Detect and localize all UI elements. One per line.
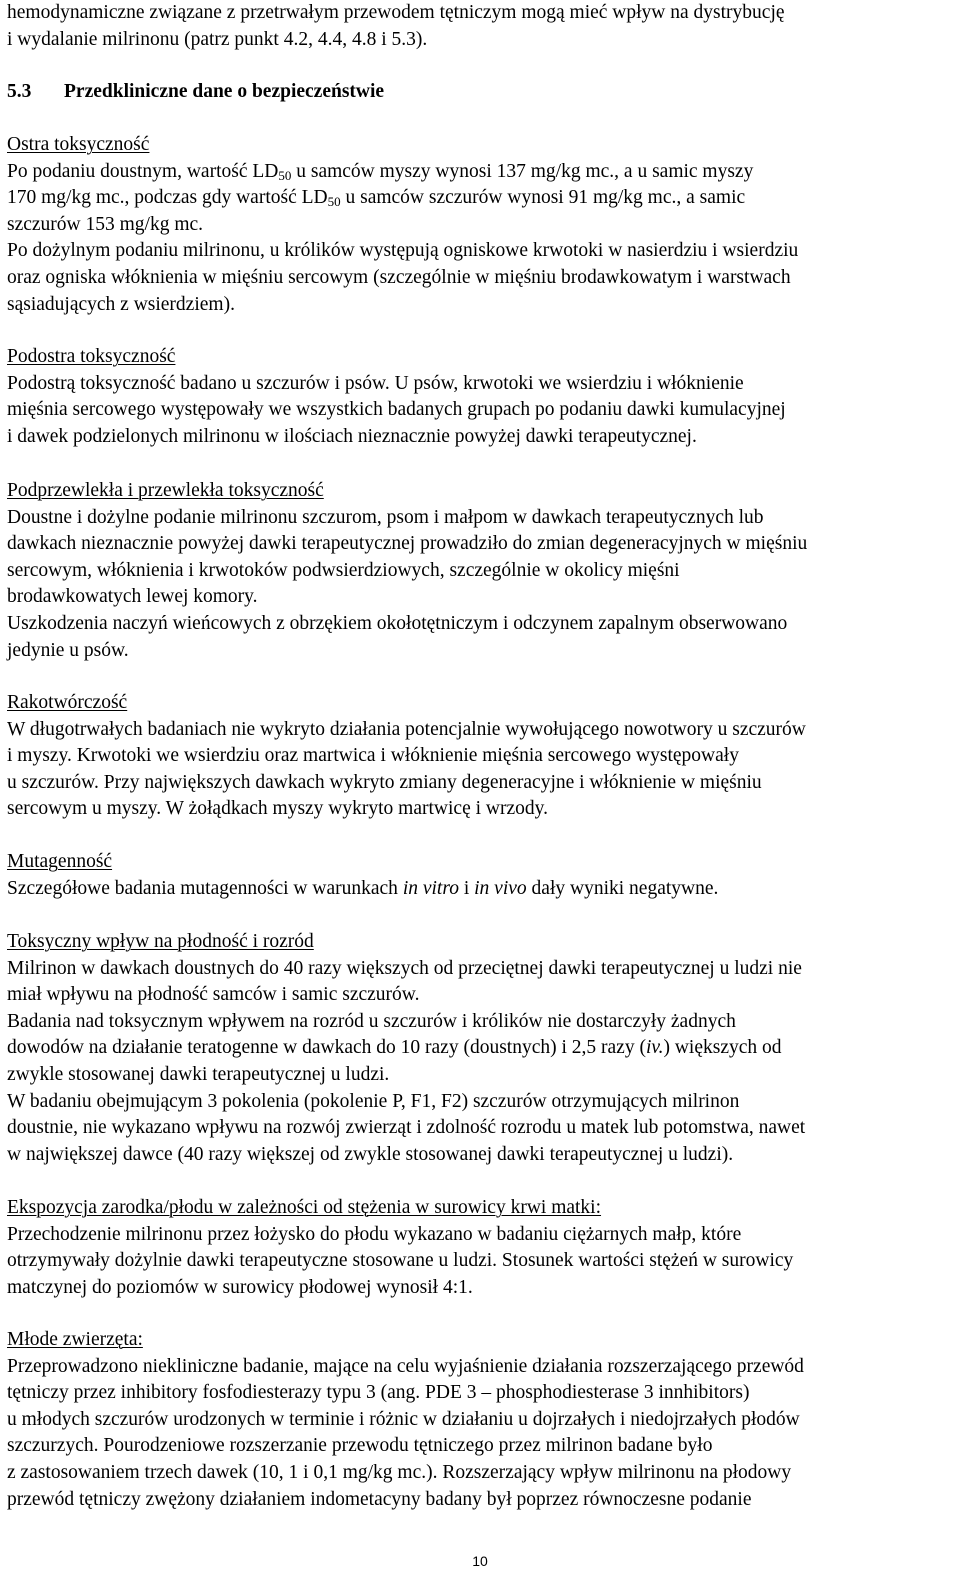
page-number: 10 <box>472 1553 488 1569</box>
text-line: zwykle stosowanej dawki terapeutycznej u ludzi. <box>7 1064 390 1085</box>
text-line: sercowym, włóknienia i krwotoków podwsierdziowych, szczególnie w okolicy mięśni <box>7 559 680 581</box>
text-line: i myszy. Krwotoki we wsierdziu oraz martwica i włóknienie mięśnia sercowego występowały <box>7 745 739 767</box>
text-line: w największej dawce (40 razy większej od zwykle stosowanej dawki terapeutycznej u ludzi). <box>7 1143 734 1165</box>
text-line: Milrinon w dawkach doustnych do 40 razy większych od przeciętnej dawki terapeutycznej u ludzi nie <box>7 957 802 979</box>
section-number: 5.3 <box>7 81 32 102</box>
text-line: Szczegółowe badania mutagenności w warunkach in vitro i in vivo dały wyniki negatywne. <box>7 877 719 899</box>
subsection-heading: Podostra toksyczność <box>7 346 176 367</box>
text-line: otrzymywały dożylnie dawki terapeutyczne stosowane u ludzi. Stosunek wartości stężeń w surowicy <box>7 1250 794 1272</box>
text-line: matczynej do poziomów w surowicy płodowej wynosił 4:1. <box>7 1276 473 1298</box>
text-line: Przeprowadzono niekliniczne badanie, mające na celu wyjaśnienie działania rozszerzającego przewód <box>7 1355 804 1377</box>
text-line: i dawek podzielonych milrinonu w ilościach nieznacznie powyżej dawki terapeutycznej. <box>7 425 697 447</box>
text-line: Uszkodzenia naczyń wieńcowych z obrzękiem okołotętniczym i odczynem zapalnym obserwowano <box>7 613 788 634</box>
subsection-heading: Mutagenność <box>7 851 113 872</box>
text-line: hemodynamiczne związane z przetrwałym przewodem tętniczym mogą mieć wpływ na dystrybucję <box>7 2 785 23</box>
text-line: sąsiadujących z wsierdziem). <box>7 293 235 315</box>
text-line: mięśnia sercowego występowały we wszystkich badanych grupach po podaniu dawki kumulacyjnej <box>7 399 786 421</box>
text-line: oraz ogniska włóknienia w mięśniu sercowym (szczególnie w mięśniu brodawkowatym i warstwach <box>7 267 791 288</box>
text-line: dawkach nieznacznie powyżej dawki terapeutycznej prowadziło do zmian degeneracyjnych w mięśniu <box>7 533 808 555</box>
section-title: Przedkliniczne dane o bezpieczeństwie <box>64 81 385 102</box>
subsection-heading: Młode zwierzęta: <box>7 1329 143 1350</box>
subsection-heading: Ostra toksyczność <box>7 134 150 155</box>
text-line: W długotrwałych badaniach nie wykryto działania potencjalnie wywołującego nowotwory u szczurów <box>7 718 806 740</box>
text-line: Badania nad toksycznym wpływem na rozród u szczurów i królików nie dostarczyły żadnych <box>7 1010 736 1032</box>
text-line: doustnie, nie wykazano wpływu na rozwój zwierząt i zdolność rozrodu u matek lub potomstwa, nawet <box>7 1117 806 1139</box>
subsection-heading: Rakotwórczość <box>7 692 128 713</box>
text-line: przewód tętniczy zwężony działaniem indometacyny badany był poprzez równoczesne podanie <box>7 1488 752 1510</box>
subsection-heading: Toksyczny wpływ na płodność i rozród <box>7 931 314 952</box>
text-line: W badaniu obejmującym 3 pokolenia (pokolenie P, F1, F2) szczurów otrzymujących milrinon <box>7 1090 740 1112</box>
text-line: z zastosowaniem trzech dawek (10, 1 i 0,1 mg/kg mc.). Rozszerzający wpływ milrinonu na płodowy <box>7 1462 792 1483</box>
text-line: Po podaniu doustnym, wartość $LD_{50}$ u samców myszy wynosi 137 mg/kg mc., a u samic myszy <box>7 160 754 183</box>
text-line: brodawkowatych lewej komory. <box>7 586 258 608</box>
subsection-heading: Ekspozycja zarodka/płodu w zależności od stężenia w surowicy krwi matki: <box>7 1197 602 1218</box>
text-line: sercowym u myszy. W żołądkach myszy wykryto martwicę i wrzody. <box>7 798 548 820</box>
subsection-heading: Podprzewlekła i przewlekła toksyczność <box>7 480 324 501</box>
text-line: szczurzych. Pourodzeniowe rozszerzanie przewodu tętniczego przez milrinon badane było <box>7 1435 713 1457</box>
text-line: 170 mg/kg mc., podczas gdy wartość $LD_{50}$ u samców szczurów wynosi 91 mg/kg mc., a samic <box>7 187 746 210</box>
text-line: Po dożylnym podaniu milrinonu, u królików występują ogniskowe krwotoki w nasierdziu i wsierdziu <box>7 240 799 262</box>
text-line: i wydalanie milrinonu (patrz punkt 4.2, 4.4, 4.8 i 5.3). <box>7 28 428 50</box>
text-line: u szczurów. Przy największych dawkach wykryto zmiany degeneracyjne i włóknienie w mięśniu <box>7 771 762 793</box>
text-line: tętniczy przez inhibitory fosfodiesterazy typu 3 (ang. PDE 3 – phosphodiesterase 3 innhibitors) <box>7 1382 750 1404</box>
text-line: Podostrą toksyczność badano u szczurów i psów. U psów, krwotoki we wsierdziu i włóknienie <box>7 372 744 394</box>
text-line: miał wpływu na płodność samców i samic szczurów. <box>7 984 420 1006</box>
section-heading <box>7 79 384 106</box>
text-line: Doustne i dożylne podanie milrinonu szczurom, psom i małpom w dawkach terapeutycznych lub <box>7 506 764 528</box>
text-line: dowodów na działanie teratogenne w dawkach do 10 razy (doustnych) i 2,5 razy (iv.) większych od <box>7 1037 782 1059</box>
text-line: szczurów 153 mg/kg mc. <box>7 213 204 235</box>
text-line: u młodych szczurów urodzonych w terminie i różnic w działaniu u dojrzałych i niedojrzałych płodów <box>7 1408 800 1430</box>
text-line: Przechodzenie milrinonu przez łożysko do płodu wykazano w badaniu ciężarnych małp, które <box>7 1223 742 1245</box>
text-line: jedynie u psów. <box>7 639 129 661</box>
